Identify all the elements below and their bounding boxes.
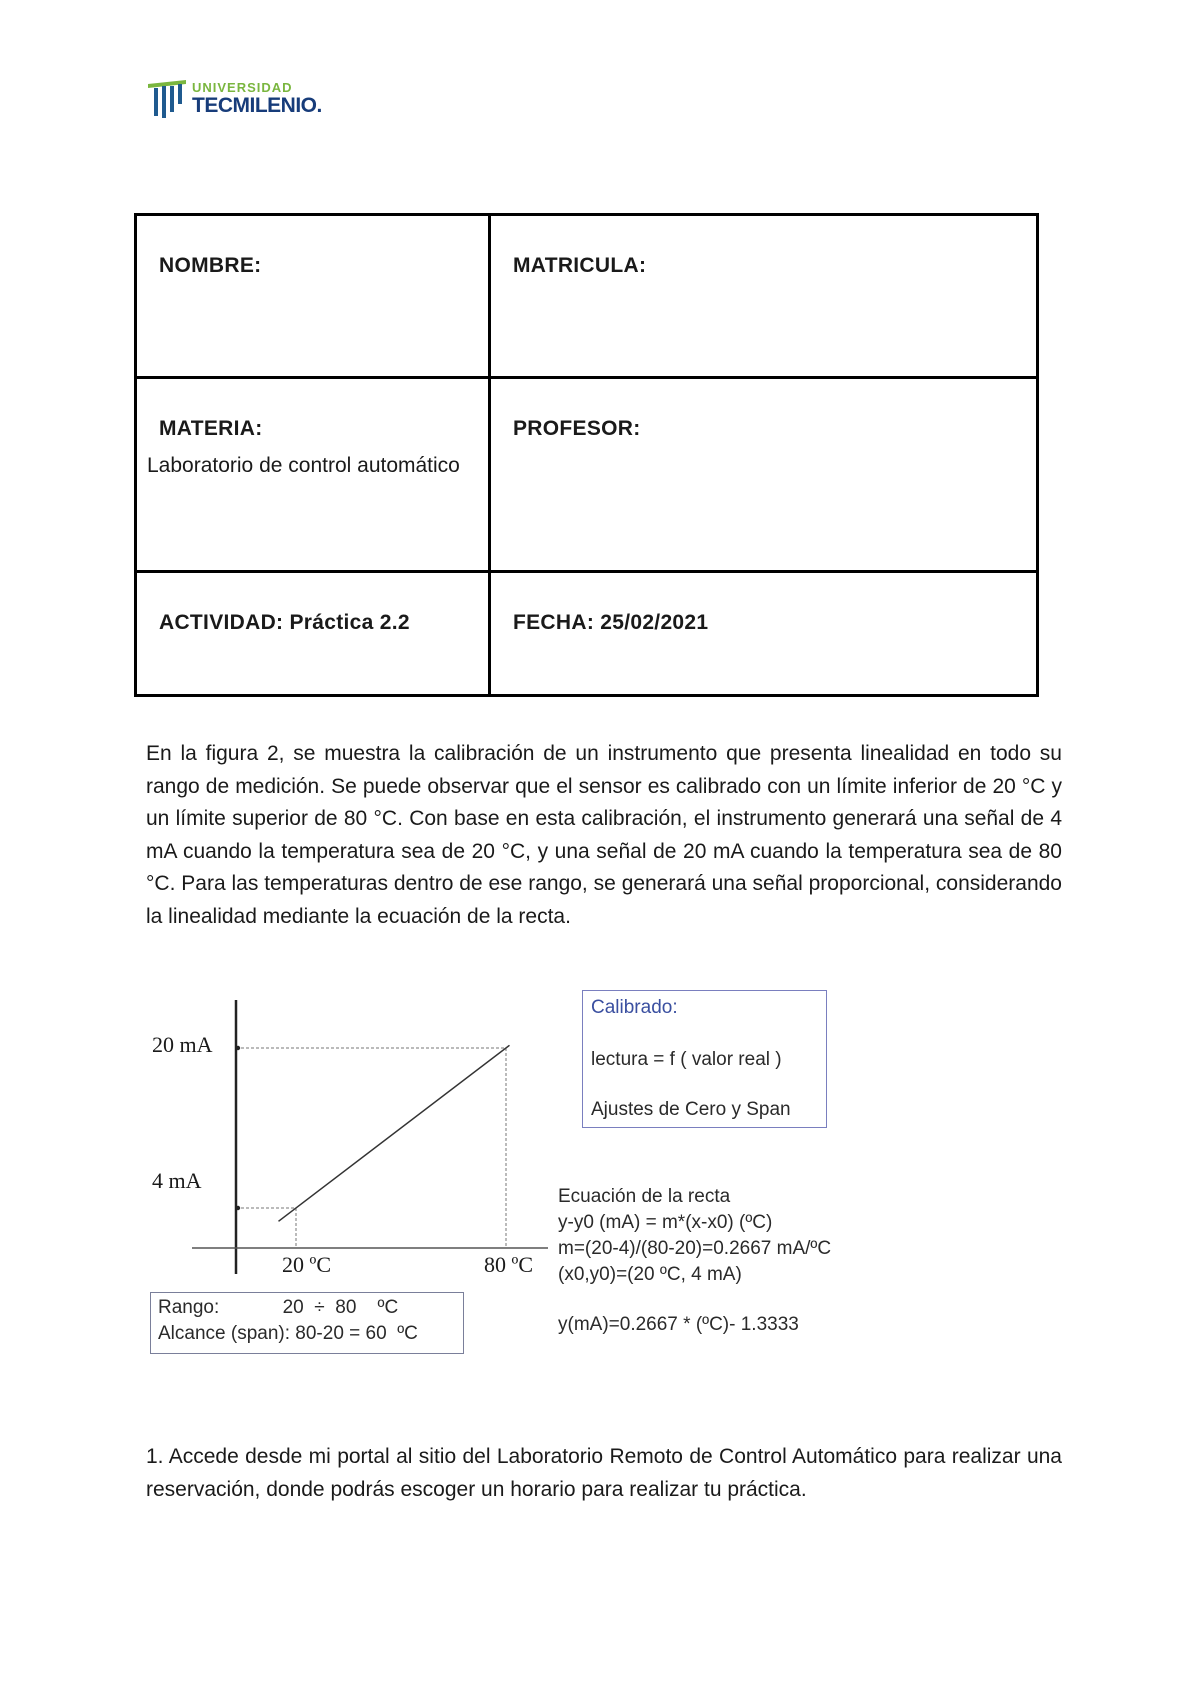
y-tick-20ma: 20 mA — [152, 1032, 213, 1057]
tick-mark-4ma — [236, 1206, 240, 1210]
materia-label: MATERIA: — [159, 417, 263, 440]
calibration-figure — [140, 990, 900, 1360]
matricula-cell — [490, 215, 1038, 378]
nombre-cell — [136, 215, 490, 378]
calibrado-title: Calibrado: — [591, 997, 678, 1018]
ecuacion-line1: y-y0 (mA) = m*(x-x0) (ºC) — [558, 1212, 773, 1233]
ecuacion-line4: y(mA)=0.2667 * (ºC)- 1.3333 — [558, 1314, 799, 1335]
rango-line2: Alcance (span): 80-20 = 60 ºC — [158, 1323, 418, 1344]
rango-box — [150, 1292, 464, 1354]
university-logo — [146, 78, 346, 124]
calibrado-line2: Ajustes de Cero y Span — [591, 1099, 791, 1120]
logo-text-tecmilenio: TECMILENIO. — [192, 94, 322, 117]
rango-line1: Rango: 20 ÷ 80 ºC — [158, 1297, 399, 1318]
profesor-label: PROFESOR: — [513, 417, 641, 440]
intro-paragraph: En la figura 2, se muestra la calibración de un instrumento que presenta linealidad en todo su rango de medición. Se puede observar que el sensor es calibrado con un límite inferior de 20 °C y un límite superior de 80 °C. Con base en esta calibración, el instrumento generará una señal de 4 mA cuando la temperatura sea de 20 °C, y una señal de 20 mA cuando la temperatura sea de 80 °C. Para las temperaturas dentro de ese rango, se generará una señal proporcional, considerando la linealidad mediante la ecuación de la recta. — [146, 742, 1062, 928]
profesor-cell — [490, 378, 1038, 572]
ecuacion-title: Ecuación de la recta — [558, 1186, 731, 1207]
fecha-cell — [490, 572, 1038, 696]
calibrado-line1: lectura = f ( valor real ) — [591, 1049, 782, 1070]
materia-value: Laboratorio de control automático — [147, 454, 460, 477]
materia-cell — [136, 378, 490, 572]
logo-text-universidad: UNIVERSIDAD — [192, 80, 293, 95]
fecha-label: FECHA: 25/02/2021 — [513, 611, 709, 634]
x-tick-80c: 80 ºC — [484, 1252, 533, 1277]
actividad-cell — [136, 572, 490, 696]
calibration-line — [279, 1045, 510, 1221]
x-tick-20c: 20 ºC — [282, 1252, 331, 1277]
student-info-table — [134, 213, 1039, 697]
instruction-paragraph: 1. Accede desde mi portal al sitio del Laboratorio Remoto de Control Automático para realizar una reservación, donde podrás escoger un horario para realizar tu práctica. — [146, 1445, 1062, 1501]
ecuacion-line2: m=(20-4)/(80-20)=0.2667 mA/ºC — [558, 1238, 832, 1259]
tick-mark-20ma — [236, 1046, 240, 1050]
matricula-label: MATRICULA: — [513, 254, 647, 277]
ecuacion-line3: (x0,y0)=(20 ºC, 4 mA) — [558, 1264, 742, 1285]
actividad-label: ACTIVIDAD: Práctica 2.2 — [159, 611, 410, 634]
calibrado-box — [582, 990, 827, 1128]
nombre-label: NOMBRE: — [159, 254, 262, 277]
tecmilenio-logo-icon — [146, 78, 188, 120]
y-tick-4ma: 4 mA — [152, 1168, 202, 1193]
